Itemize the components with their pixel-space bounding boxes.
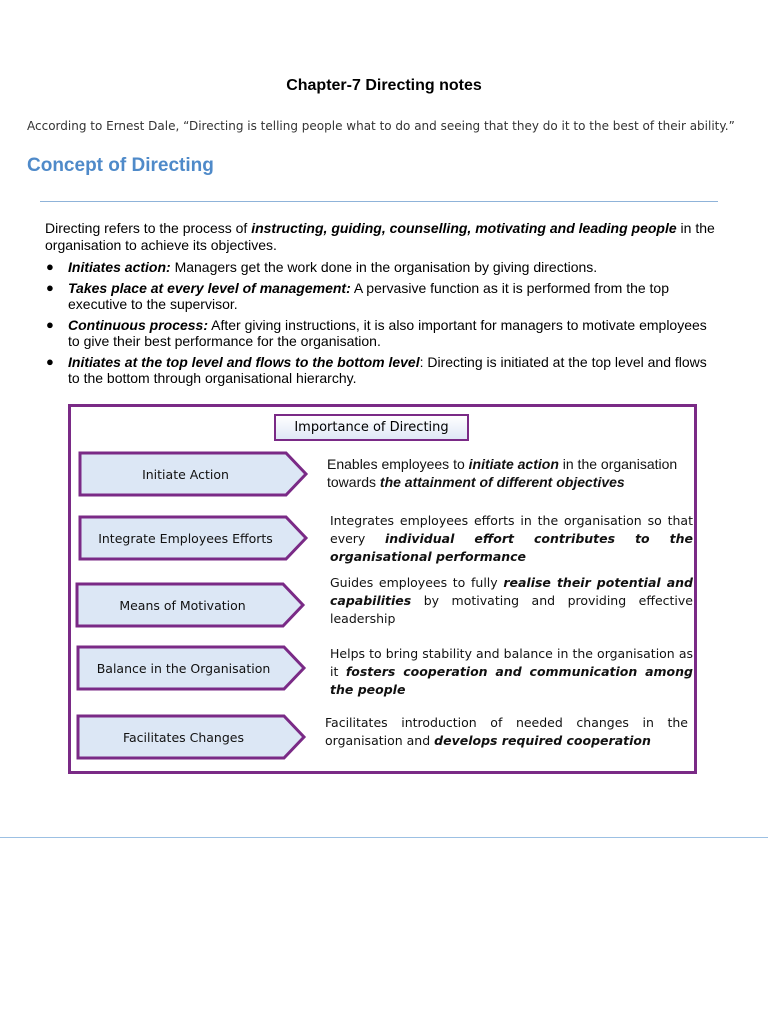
bullet-term: Initiates at the top level and flows to the bottom level — [68, 353, 420, 370]
arrow-facilitates-changes — [76, 714, 308, 760]
desc-text: Integrates employees efforts in the organisation so that every — [330, 513, 693, 546]
bullet-text: : Directing is initiated at the top level and flows to the bottom through organisational hierarchy. — [68, 353, 707, 386]
page-bottom-divider — [0, 837, 768, 838]
desc-text: Guides employees to fully — [330, 575, 504, 590]
bullet-text: After giving instructions, it is also important for managers to motivate employees to give their best performance for the organisation. — [68, 316, 707, 349]
desc-facilitates-changes — [325, 714, 688, 750]
desc-emphasis: individual effort contributes to the organisational performance — [330, 531, 693, 564]
bullet-icon: ● — [46, 259, 54, 274]
bullet-term: Continuous process: — [68, 316, 209, 333]
desc-emphasis: fosters cooperation and communication among the people — [330, 664, 693, 697]
definition-pre: Directing refers to the process of — [45, 220, 252, 236]
bullet-text: Managers get the work done in the organisation by giving directions. — [170, 259, 598, 275]
arrow-label: Integrate Employees Efforts — [98, 530, 273, 546]
heading-divider — [40, 201, 718, 202]
bullet-text: A pervasive function as it is performed from the top executive to the supervisor. — [68, 279, 670, 312]
ernest-dale-quote: According to Ernest Dale, “Directing is telling people what to do and seeing that they do it to the best of their ability.” — [27, 119, 735, 133]
definition-paragraph — [45, 220, 720, 254]
desc-means-of-motivation — [330, 574, 693, 628]
list-item — [45, 354, 720, 387]
list-item — [45, 317, 720, 350]
desc-text: in the organisation towards — [327, 456, 678, 490]
arrow-integrate-efforts — [78, 515, 310, 561]
bullet-term: Initiates action: — [68, 259, 171, 275]
document-title: Chapter-7 Directing notes — [286, 77, 482, 94]
desc-text: Enables employees to — [327, 456, 469, 472]
arrow-label: Facilitates Changes — [122, 729, 244, 745]
desc-emphasis: realise their potential and capabilities — [330, 575, 693, 608]
desc-initiate-action — [327, 455, 693, 491]
definition-post: in the organisation to achieve its objectives. — [45, 220, 715, 253]
bullet-icon: ● — [46, 279, 54, 295]
desc-text: Facilitates introduction of needed changes in the organisation and — [325, 715, 688, 748]
desc-balance — [330, 645, 693, 699]
list-item — [45, 259, 720, 276]
bullet-term: Takes place at every level of management: — [68, 279, 351, 296]
arrow-label: Balance in the Organisation — [96, 660, 271, 676]
arrow-label: Initiate Action — [142, 466, 229, 482]
section-heading: Concept of Directing — [27, 155, 214, 176]
arrow-initiate-action — [78, 451, 310, 497]
bullet-icon: ● — [46, 316, 54, 332]
desc-text: Helps to bring stability and balance in the organisation as it — [330, 646, 693, 679]
arrow-means-of-motivation — [75, 582, 307, 628]
diagram-title: Importance of Directing — [274, 414, 469, 441]
bullet-icon: ● — [46, 353, 54, 369]
desc-emphasis: develops required cooperation — [434, 733, 651, 748]
desc-emphasis: initiate action — [468, 456, 559, 472]
arrow-label: Means of Motivation — [119, 597, 246, 613]
desc-text: by motivating and providing effective leadership — [330, 593, 693, 626]
desc-integrate-efforts — [330, 512, 693, 566]
features-list — [45, 259, 720, 391]
definition-emphasis: instructing, guiding, counselling, motivating and leading people — [251, 220, 677, 236]
desc-emphasis: the attainment of different objectives — [379, 474, 625, 490]
list-item — [45, 280, 720, 313]
arrow-balance — [76, 645, 308, 691]
